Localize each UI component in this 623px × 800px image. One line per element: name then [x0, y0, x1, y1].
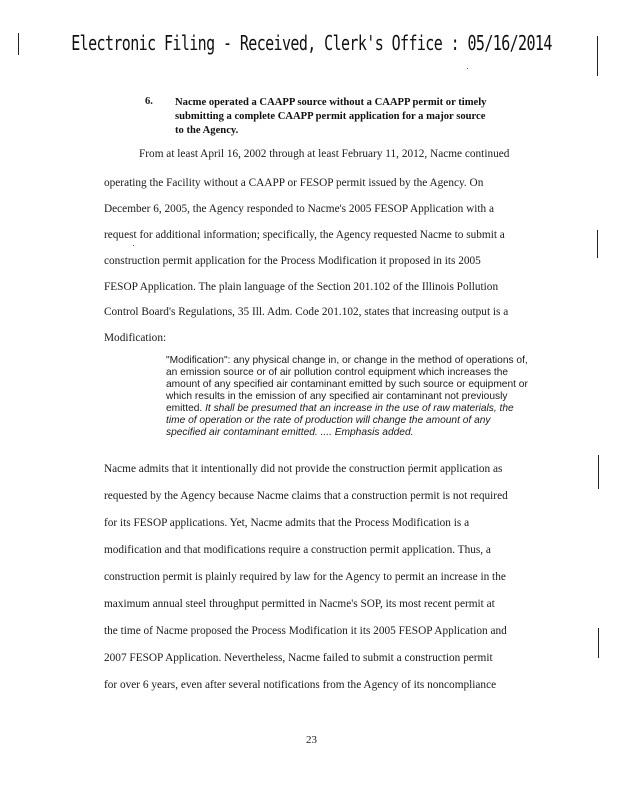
text-line: FESOP Application. The plain language of the Section 201.102 of the Illinois Pollution — [104, 281, 499, 293]
block-quote — [166, 355, 528, 439]
right-margin-mark — [597, 36, 598, 76]
section-heading-line: to the Agency. — [175, 125, 239, 136]
text-line: construction permit application for the Process Modification it proposed in its 2005 — [104, 255, 481, 267]
quote-line: "Modification": any physical change in, or change in the method of operations of, — [166, 355, 528, 366]
text-line: construction permit is plainly required by law for the Agency to permit an increase in the — [104, 571, 506, 583]
text-line: for its FESOP applications. Yet, Nacme admits that the Process Modification is a — [104, 517, 470, 529]
text-line: Control Board's Regulations, 35 Ill. Adm. Code 201.102, states that increasing output is a — [104, 306, 509, 318]
quote-plain-text: emitted. — [166, 403, 206, 414]
quote-line: amount of any specified air contaminant emitted by such source or equipment or — [166, 379, 528, 390]
section-heading — [175, 96, 520, 138]
scan-speck — [133, 245, 134, 246]
text-line: 2007 FESOP Application. Nevertheless, Nacme failed to submit a construction permit — [104, 652, 493, 664]
section-heading-line: submitting a complete CAAPP permit application for a major source — [175, 111, 486, 122]
scan-speck — [467, 68, 468, 69]
text-line: December 6, 2005, the Agency responded to Nacme's 2005 FESOP Application with a — [104, 203, 495, 215]
right-margin-mark — [598, 628, 599, 658]
quote-line: an emission source or of air pollution control equipment which increases the — [166, 367, 509, 378]
quote-emphasis-text: It shall be presumed that an increase in the use of raw materials, the — [205, 403, 514, 414]
text-line: maximum annual steel throughput permitted in Nacme's SOP, its most recent permit at — [104, 598, 495, 610]
quote-line: time of operation or the rate of production will change the amount of any — [166, 415, 491, 426]
filing-stamp-header: Electronic Filing - Received, Clerk's Office : 05/16/2014 — [71, 31, 552, 56]
text-line: the time of Nacme proposed the Process Modification it its 2005 FESOP Application and — [104, 625, 507, 637]
text-line: request for additional information; specifically, the Agency requested Nacme to submit a — [104, 229, 505, 241]
right-margin-mark — [597, 230, 598, 258]
quote-line: which results in the emission of any specified air contaminant not previously — [166, 391, 508, 402]
text-line: modification and that modifications require a construction permit application. Thus, a — [104, 544, 491, 556]
right-margin-mark — [598, 455, 599, 489]
text-line: From at least April 16, 2002 through at least February 11, 2012, Nacme continued — [139, 148, 510, 160]
text-line: operating the Facility without a CAAPP or FESOP permit issued by the Agency. On — [104, 177, 484, 189]
text-line: requested by the Agency because Nacme claims that a construction permit is not required — [104, 490, 508, 502]
page-number: 23 — [306, 734, 317, 746]
text-line: for over 6 years, even after several notifications from the Agency of its noncompliance — [104, 679, 497, 691]
text-line: Nacme admits that it intentionally did not provide the construction permit application as — [104, 463, 503, 475]
section-number: 6. — [145, 96, 153, 107]
section-heading-line: Nacme operated a CAAPP source without a CAAPP permit or timely — [175, 97, 487, 108]
text-line: Modification: — [104, 332, 167, 344]
left-margin-mark — [18, 33, 19, 55]
quote-line: specified air contaminant emitted. .... Emphasis added. — [166, 427, 414, 438]
quote-line — [166, 403, 521, 415]
